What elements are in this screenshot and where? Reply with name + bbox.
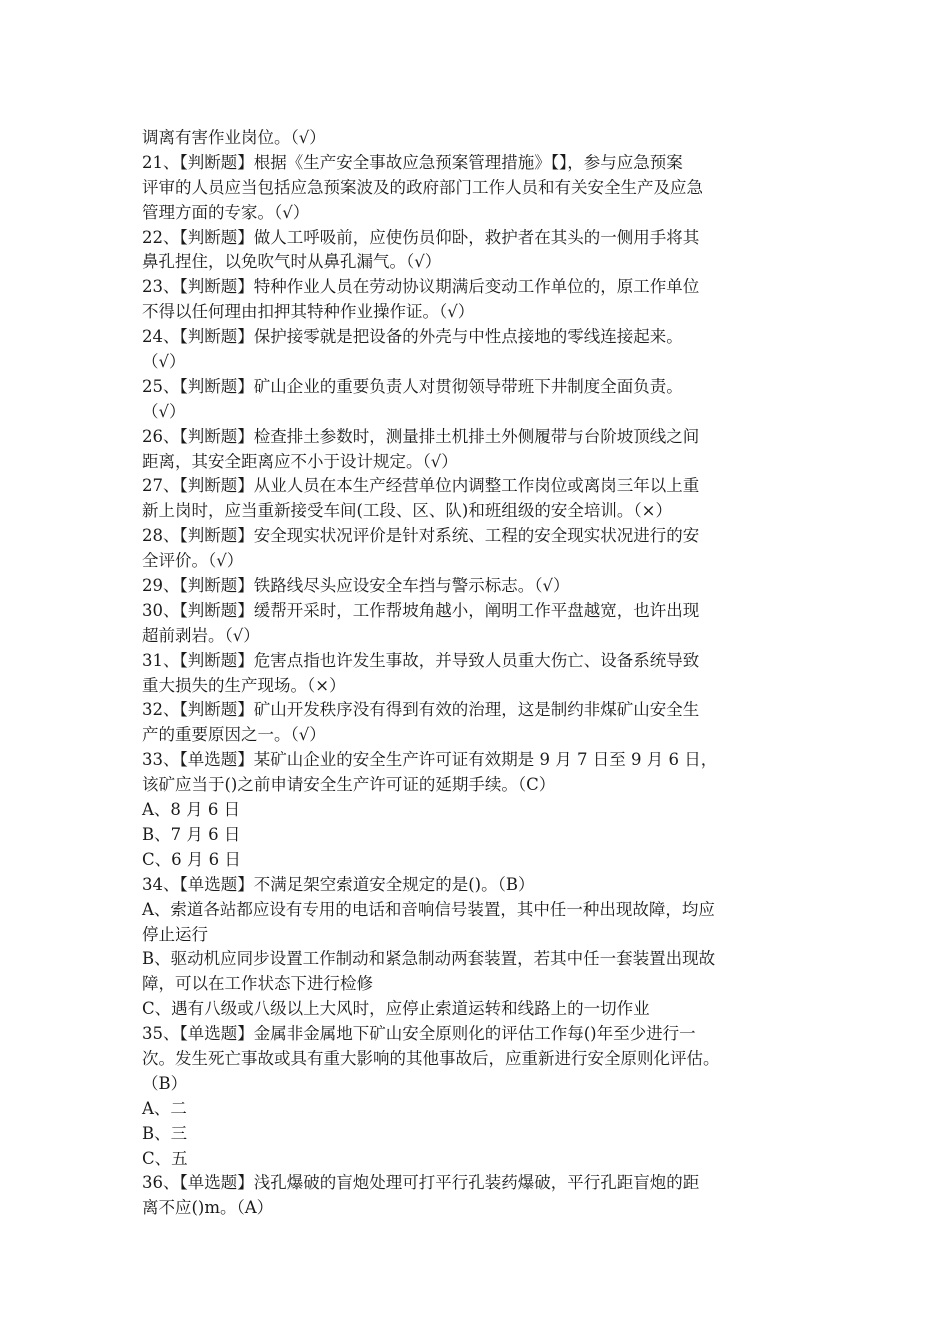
text-line: 障，可以在工作状态下进行检修 [142,974,373,994]
text-line: 调离有害作业岗位。（√） [142,128,326,147]
text-line: 不得以任何理由扣押其特种作业操作证。（√） [142,302,475,322]
text-line: A、8 月 6 日 [142,800,241,820]
text-line: B、驱动机应同步设置工作制动和紧急制动两套装置，若其中任一套装置出现故 [142,949,716,969]
text-line: 30、【判断题】缓帮开采时，工作帮坡角越小，阐明工作平盘越宽，也许出现 [142,600,700,620]
text-line: 31、【判断题】危害点指也许发生事故，并导致人员重大伤亡、设备系统导致 [142,650,700,670]
text-line: （B） [142,1073,188,1093]
text-line: 28、【判断题】安全现实状况评价是针对系统、工程的安全现实状况进行的安 [142,526,700,546]
text-line: 评审的人员应当包括应急预案波及的政府部门工作人员和有关安全生产及应急 [142,177,703,197]
text-line: C、遇有八级或八级以上大风时，应停止索道运转和线路上的一切作业 [142,999,650,1019]
text-line: 产的重要原因之一。（√） [142,725,326,745]
text-line: 23、【判断题】特种作业人员在劳动协议期满后变动工作单位的，原工作单位 [142,277,700,297]
text-line: 新上岗时，应当重新接受车间(工段、区、队)和班组级的安全培训。（×） [142,501,672,521]
text-line: 36、【单选题】浅孔爆破的盲炮处理可打平行孔装药爆破，平行孔距盲炮的距 [142,1173,700,1193]
question-list [142,126,832,1221]
text-line: C、五 [142,1148,188,1168]
text-line: （√） [142,352,186,372]
text-line: 33、【单选题】某矿山企业的安全生产许可证有效期是 9 月 7 日至 9 月 6 日， [142,750,718,770]
text-line: 24、【判断题】保护接零就是把设备的外壳与中性点接地的零线连接起来。 [142,327,683,347]
text-line: A、索道各站都应设有专用的电话和音响信号装置，其中任一种出现故障，均应 [142,899,715,919]
text-line: 鼻孔捏住，以免吹气时从鼻孔漏气。（√） [142,252,442,272]
text-line: 全评价。（√） [142,551,244,571]
text-line: B、7 月 6 日 [142,824,241,844]
text-line: 超前剥岩。（√） [142,625,260,645]
text-line: B、三 [142,1123,188,1143]
text-line: 27、【判断题】从业人员在本生产经营单位内调整工作岗位或离岗三年以上重 [142,476,700,496]
text-line: 距离，其安全距离应不小于设计规定。（√） [142,451,458,471]
text-line: 22、【判断题】做人工呼吸前，应使伤员仰卧，救护者在其头的一侧用手将其 [142,227,700,247]
text-line: 26、【判断题】检查排土参数时，测量排土机排土外侧履带与台阶坡顶线之间 [142,426,700,446]
text-line: 该矿应当于()之前申请安全生产许可证的延期手续。（C） [142,775,556,795]
text-line: 35、【单选题】金属非金属地下矿山安全原则化的评估工作每()年至少进行一 [142,1024,696,1044]
text-line: 管理方面的专家。（√） [142,202,310,222]
text-line: 32、【判断题】矿山开发秩序没有得到有效的治理，这是制约非煤矿山安全生 [142,700,700,720]
text-line: 29、【判断题】铁路线尽头应设安全车挡与警示标志。（√） [142,576,570,596]
text-line: 停止运行 [142,924,208,944]
text-line: C、6 月 6 日 [142,849,241,869]
text-line: 25、【判断题】矿山企业的重要负责人对贯彻领导带班下井制度全面负责。 [142,376,683,396]
text-line: A、二 [142,1098,187,1118]
text-line: 34、【单选题】不满足架空索道安全规定的是()。（B） [142,874,535,894]
text-line: 重大损失的生产现场。（×） [142,675,346,695]
text-line: 次。发生死亡事故或具有重大影响的其他事故后，应重新进行安全原则化评估。 [142,1048,720,1068]
text-line: 离不应()m。（A） [142,1198,274,1218]
text-line: （√） [142,401,186,421]
text-line: 21、【判断题】根据《生产安全事故应急预案管理措施》【】，参与应急预案 [142,152,683,172]
